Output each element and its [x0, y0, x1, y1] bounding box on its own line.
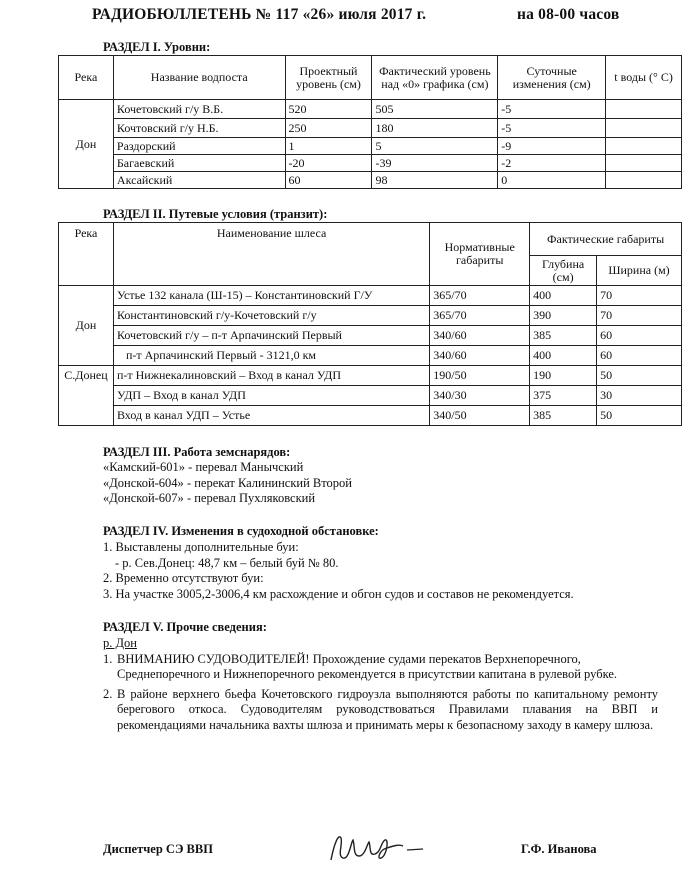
actual-level: 98	[372, 172, 498, 189]
depth: 400	[530, 286, 597, 306]
dredger-location: - перевал Пухляковский	[183, 491, 316, 505]
change-item-1-sub: - р. Сев.Донец: 48,7 км – белый буй № 80.	[115, 555, 339, 570]
bulletin-header	[92, 6, 620, 24]
levels-table	[58, 55, 682, 189]
section-5-title: РАЗДЕЛ V. Прочие сведения:	[103, 620, 267, 634]
col-actual-dimensions: Фактические габариты	[530, 223, 682, 256]
bulletin-time: на 08-00 часов	[517, 6, 620, 23]
width: 70	[597, 306, 682, 326]
daily-change: -9	[498, 138, 606, 155]
table-row	[59, 100, 682, 119]
daily-change: -2	[498, 155, 606, 172]
width: 60	[597, 346, 682, 366]
table-row	[59, 366, 682, 386]
width: 60	[597, 326, 682, 346]
list-item	[103, 460, 352, 476]
river-cell: Дон	[59, 286, 114, 366]
design-level: 520	[285, 100, 372, 119]
section-3-title: РАЗДЕЛ III. Работа земснарядов:	[103, 445, 291, 459]
table-row	[59, 346, 682, 366]
segment-name: Константиновский г/у-Кочетовский г/у	[113, 306, 429, 326]
design-level: 250	[285, 119, 372, 138]
list-item	[103, 491, 352, 507]
actual-level: -39	[372, 155, 498, 172]
change-item-1: 1. Выставлены дополнительные буи:	[103, 540, 299, 554]
actual-level: 5	[372, 138, 498, 155]
gauge-name: Раздорский	[113, 138, 285, 155]
water-temp	[606, 155, 682, 172]
col-river: Река	[59, 223, 114, 286]
norm-dimensions: 365/70	[430, 306, 530, 326]
table-row	[59, 406, 682, 426]
width: 70	[597, 286, 682, 306]
change-item-2: 2. Временно отсутствуют буи:	[103, 571, 264, 585]
water-temp	[606, 100, 682, 119]
info-item-number: 2.	[103, 686, 113, 701]
gauge-name: Багаевский	[113, 155, 285, 172]
list-item	[103, 476, 352, 492]
dispatcher-role: Диспетчер СЭ ВВП	[103, 842, 213, 856]
route-header-row	[59, 223, 682, 256]
dredger-name: «Донской-607»	[103, 491, 184, 505]
table-row	[59, 306, 682, 326]
table-row	[59, 326, 682, 346]
depth: 400	[530, 346, 597, 366]
gauge-name: Кочетовский г/у В.Б.	[113, 100, 285, 119]
table-row	[59, 172, 682, 189]
signature-row	[103, 842, 643, 857]
dispatcher-name: Г.Ф. Иванова	[521, 842, 597, 856]
dredger-name: «Камский-601»	[103, 460, 186, 474]
water-temp	[606, 172, 682, 189]
daily-change: 0	[498, 172, 606, 189]
norm-dimensions: 340/60	[430, 346, 530, 366]
change-item-3: 3. На участке 3005,2-3006,4 км расхождение и обгон судов и составов не рекомендуется.	[103, 586, 574, 601]
route-conditions-table	[58, 222, 682, 426]
actual-level: 180	[372, 119, 498, 138]
table-row	[59, 286, 682, 306]
signature-icon	[323, 830, 433, 866]
width: 30	[597, 386, 682, 406]
col-water-temp: t воды (° C)	[606, 56, 682, 100]
depth: 385	[530, 406, 597, 426]
depth: 390	[530, 306, 597, 326]
col-daily-change: Суточные изменения (см)	[498, 56, 606, 100]
river-label: р. Дон	[103, 636, 137, 650]
design-level: -20	[285, 155, 372, 172]
col-actual-level: Фактический уровень над «0» графика (см)	[372, 56, 498, 100]
segment-name: Вход в канал УДП – Устье	[113, 406, 429, 426]
navigation-changes	[103, 540, 663, 602]
info-item-text: В районе верхнего бьефа Кочетовского гидроузла выполняются работы по капитальному ремонту берегового откоса. Судоводителям руководствоваться Правилами плавания на ВВП и рекомендациями начальника вахты шлюза и принимать меры к безопасному заходу в камеру шлюза.	[117, 686, 658, 732]
width: 50	[597, 406, 682, 426]
info-item-1	[103, 652, 658, 683]
table-row	[59, 386, 682, 406]
norm-dimensions: 340/50	[430, 406, 530, 426]
depth: 375	[530, 386, 597, 406]
bulletin-title: РАДИОБЮЛЛЕТЕНЬ № 117 «26» июля 2017 г.	[92, 6, 427, 23]
dredger-location: - перевал Манычский	[185, 460, 304, 474]
gauge-name: Кочтовский г/у Н.Б.	[113, 119, 285, 138]
daily-change: -5	[498, 119, 606, 138]
segment-name: п-т Нижнекалиновский – Вход в канал УДП	[113, 366, 429, 386]
segment-name: п-т Арпачинский Первый - 3121,0 км	[113, 346, 429, 366]
depth: 385	[530, 326, 597, 346]
section-2-title: РАЗДЕЛ II. Путевые условия (транзит):	[103, 207, 328, 221]
norm-dimensions: 190/50	[430, 366, 530, 386]
col-width: Ширина (м)	[597, 256, 682, 286]
actual-level: 505	[372, 100, 498, 119]
water-temp	[606, 119, 682, 138]
info-item-number: 1.	[103, 651, 113, 666]
table-row	[59, 155, 682, 172]
design-level: 60	[285, 172, 372, 189]
depth: 190	[530, 366, 597, 386]
col-gauge-name: Название водпоста	[113, 56, 285, 100]
table-row	[59, 119, 682, 138]
other-info	[103, 636, 658, 733]
levels-header-row	[59, 56, 682, 100]
dredger-name: «Донской-604»	[103, 475, 184, 490]
col-design-level: Проектный уровень (см)	[285, 56, 372, 100]
info-item-text: ВНИМАНИЮ СУДОВОДИТЕЛЕЙ! Прохождение судами перекатов Верхнепоречного, Среднепоречного и Нижнепоречного рекомендуется в присутствии капитана в рулевой рубке.	[117, 651, 618, 681]
segment-name: Устье 132 канала (Ш-15) – Константиновский Г/У	[113, 286, 429, 306]
design-level: 1	[285, 138, 372, 155]
col-norm-dimensions: Нормативные габариты	[430, 223, 530, 286]
norm-dimensions: 340/60	[430, 326, 530, 346]
dredger-location: - перекат Калининский Второй	[183, 475, 352, 490]
river-cell: С.Донец	[59, 366, 114, 426]
section-4-title: РАЗДЕЛ IV. Изменения в судоходной обстановке:	[103, 524, 379, 538]
daily-change: -5	[498, 100, 606, 119]
gauge-name: Аксайский	[113, 172, 285, 189]
norm-dimensions: 340/30	[430, 386, 530, 406]
water-temp	[606, 138, 682, 155]
section-1-title: РАЗДЕЛ I. Уровни:	[103, 40, 211, 54]
info-item-2	[103, 687, 658, 734]
table-row	[59, 138, 682, 155]
width: 50	[597, 366, 682, 386]
col-segment-name: Наименование шлеса	[113, 223, 429, 286]
dredgers-list	[103, 460, 352, 507]
col-depth: Глубина (см)	[530, 256, 597, 286]
river-cell: Дон	[59, 100, 114, 189]
norm-dimensions: 365/70	[430, 286, 530, 306]
col-river: Река	[59, 56, 114, 100]
segment-name: УДП – Вход в канал УДП	[113, 386, 429, 406]
segment-name: Кочетовский г/у – п-т Арпачинский Первый	[113, 326, 429, 346]
